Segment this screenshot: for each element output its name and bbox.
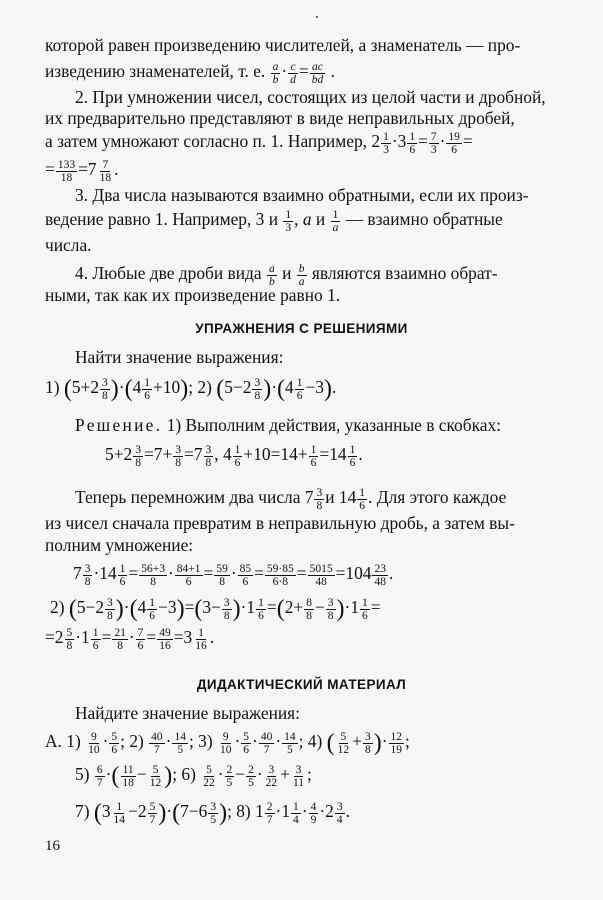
text-line: полним умножение: (45, 535, 194, 555)
section-heading: ДИДАКТИЧЕСКИЙ МАТЕРИАЛ (196, 677, 407, 692)
text-line: которой равен произведению числителей, а знаменатель — про- (45, 35, 521, 55)
text-line: из чисел сначала превратим в неправильную дробь, а затем вы- (45, 513, 515, 533)
text-line: Теперь перемножим два числа 7 $\frac{3}{8}$ и 14 $\frac{1}{6}$ . Для этого каждое (75, 486, 507, 512)
page-number: 16 (45, 838, 60, 854)
exercise-line: 5) $\frac{6}{7}$ ·( $\frac{11}{18}$ − $\frac{5}{12}$ ); 6) $\frac{5}{22}$ · $\frac{2}{5}$ − $\frac{2}{5}$ · $\frac{3}{22}$ + $\frac{3}{11}$ ; (75, 763, 312, 789)
text-line: числа. (45, 235, 92, 255)
text-line: 2. При умножении чисел, состоящих из целой части и дробной, (75, 87, 546, 107)
math-line: 2) (5−2 $\frac{3}{8}$ )·(4 $\frac{1}{6}$ −3)=(3− $\frac{3}{8}$ )·1 $\frac{1}{6}$ =(2+ $\frac{8}{8}$ − $\frac{3}{8}$ )·1 $\frac{1}{6}$ = (50, 596, 381, 622)
math-line: = $\frac{133}{18}$ =7 $\frac{7}{18}$ . (45, 158, 119, 184)
text-line: изведению знаменателей, т. е. $\frac{a}{b}$ · $\frac{c}{d}$ = $\frac{ac}{bd}$ . (45, 60, 335, 86)
math-line: 1) (5+2 $\frac{3}{8}$ )·(4 $\frac{1}{6}$ +10); 2) (5−2 $\frac{3}{8}$ )·(4 $\frac{1}{6}$ −3). (45, 376, 337, 402)
task-text: Найдите значение выражения: (75, 703, 301, 723)
text-line: а затем умножают согласно п. 1. Например, 2 $\frac{1}{3}$ ·3 $\frac{1}{6}$ = $\frac{7}{3}$ · $\frac{19}{6}$ = (45, 130, 473, 156)
math-line: 7 $\frac{3}{8}$ ·14 $\frac{1}{6}$ = $\frac{56+3}{8}$ · $\frac{84+1}{6}$ = $\frac{59}{8}$ · $\frac{85}{6}$ = $\frac{59\cdot 85}{6\cdot 8}$ = $\frac{5015}{48}$ =104 $\frac{23}{48}$ . (73, 562, 394, 588)
text-line: Решение. 1) Выполним действия, указанные в скобках: (75, 415, 502, 435)
speck (316, 16, 318, 18)
exercise-line: А. 1) $\frac{9}{10}$ · $\frac{5}{6}$ ; 2) $\frac{40}{7}$ · $\frac{14}{5}$ ; 3) $\frac{9}{10}$ · $\frac{5}{6}$ · $\frac{40}{7}$ · $\frac{14}{5}$ ; 4) ( $\frac{5}{12}$ + $\frac{3}{8}$ )· $\frac{12}{19}$ ; (45, 730, 410, 756)
section-heading: УПРАЖНЕНИЯ С РЕШЕНИЯМИ (195, 321, 408, 336)
task-text: Найти значение выражения: (75, 347, 284, 367)
math-line: =2 $\frac{5}{8}$ ·1 $\frac{1}{6}$ = $\frac{21}{8}$ · $\frac{7}{6}$ = $\frac{49}{16}$ =3 $\frac{1}{16}$ . (45, 626, 215, 652)
text-line: 3. Два числа называются взаимно обратными, если их произ- (75, 185, 529, 205)
text-line: ными, так как их произведение равно 1. (45, 285, 341, 305)
text-line: ведение равно 1. Например, 3 и $\frac{1}{3}$ , a и $\frac{1}{a}$ — взаимно обратные (45, 208, 503, 234)
text-line: их предварительно представляют в виде неправильных дробей, (45, 108, 515, 128)
math-line: 5+2 $\frac{3}{8}$ =7+ $\frac{3}{8}$ =7 $\frac{3}{8}$ , 4 $\frac{1}{6}$ +10=14+ $\frac{1}{6}$ =14 $\frac{1}{6}$ . (105, 443, 363, 469)
exercise-line: 7) (3 $\frac{1}{14}$ −2 $\frac{5}{7}$ )·(7−6 $\frac{3}{5}$ ); 8) 1 $\frac{2}{7}$ ·1 $\frac{1}{4}$ · $\frac{4}{9}$ ·2 $\frac{3}{4}$ . (75, 800, 350, 826)
text-line: 4. Любые две дроби вида $\frac{a}{b}$ и $\frac{b}{a}$ являются взаимно обрат- (75, 262, 498, 288)
